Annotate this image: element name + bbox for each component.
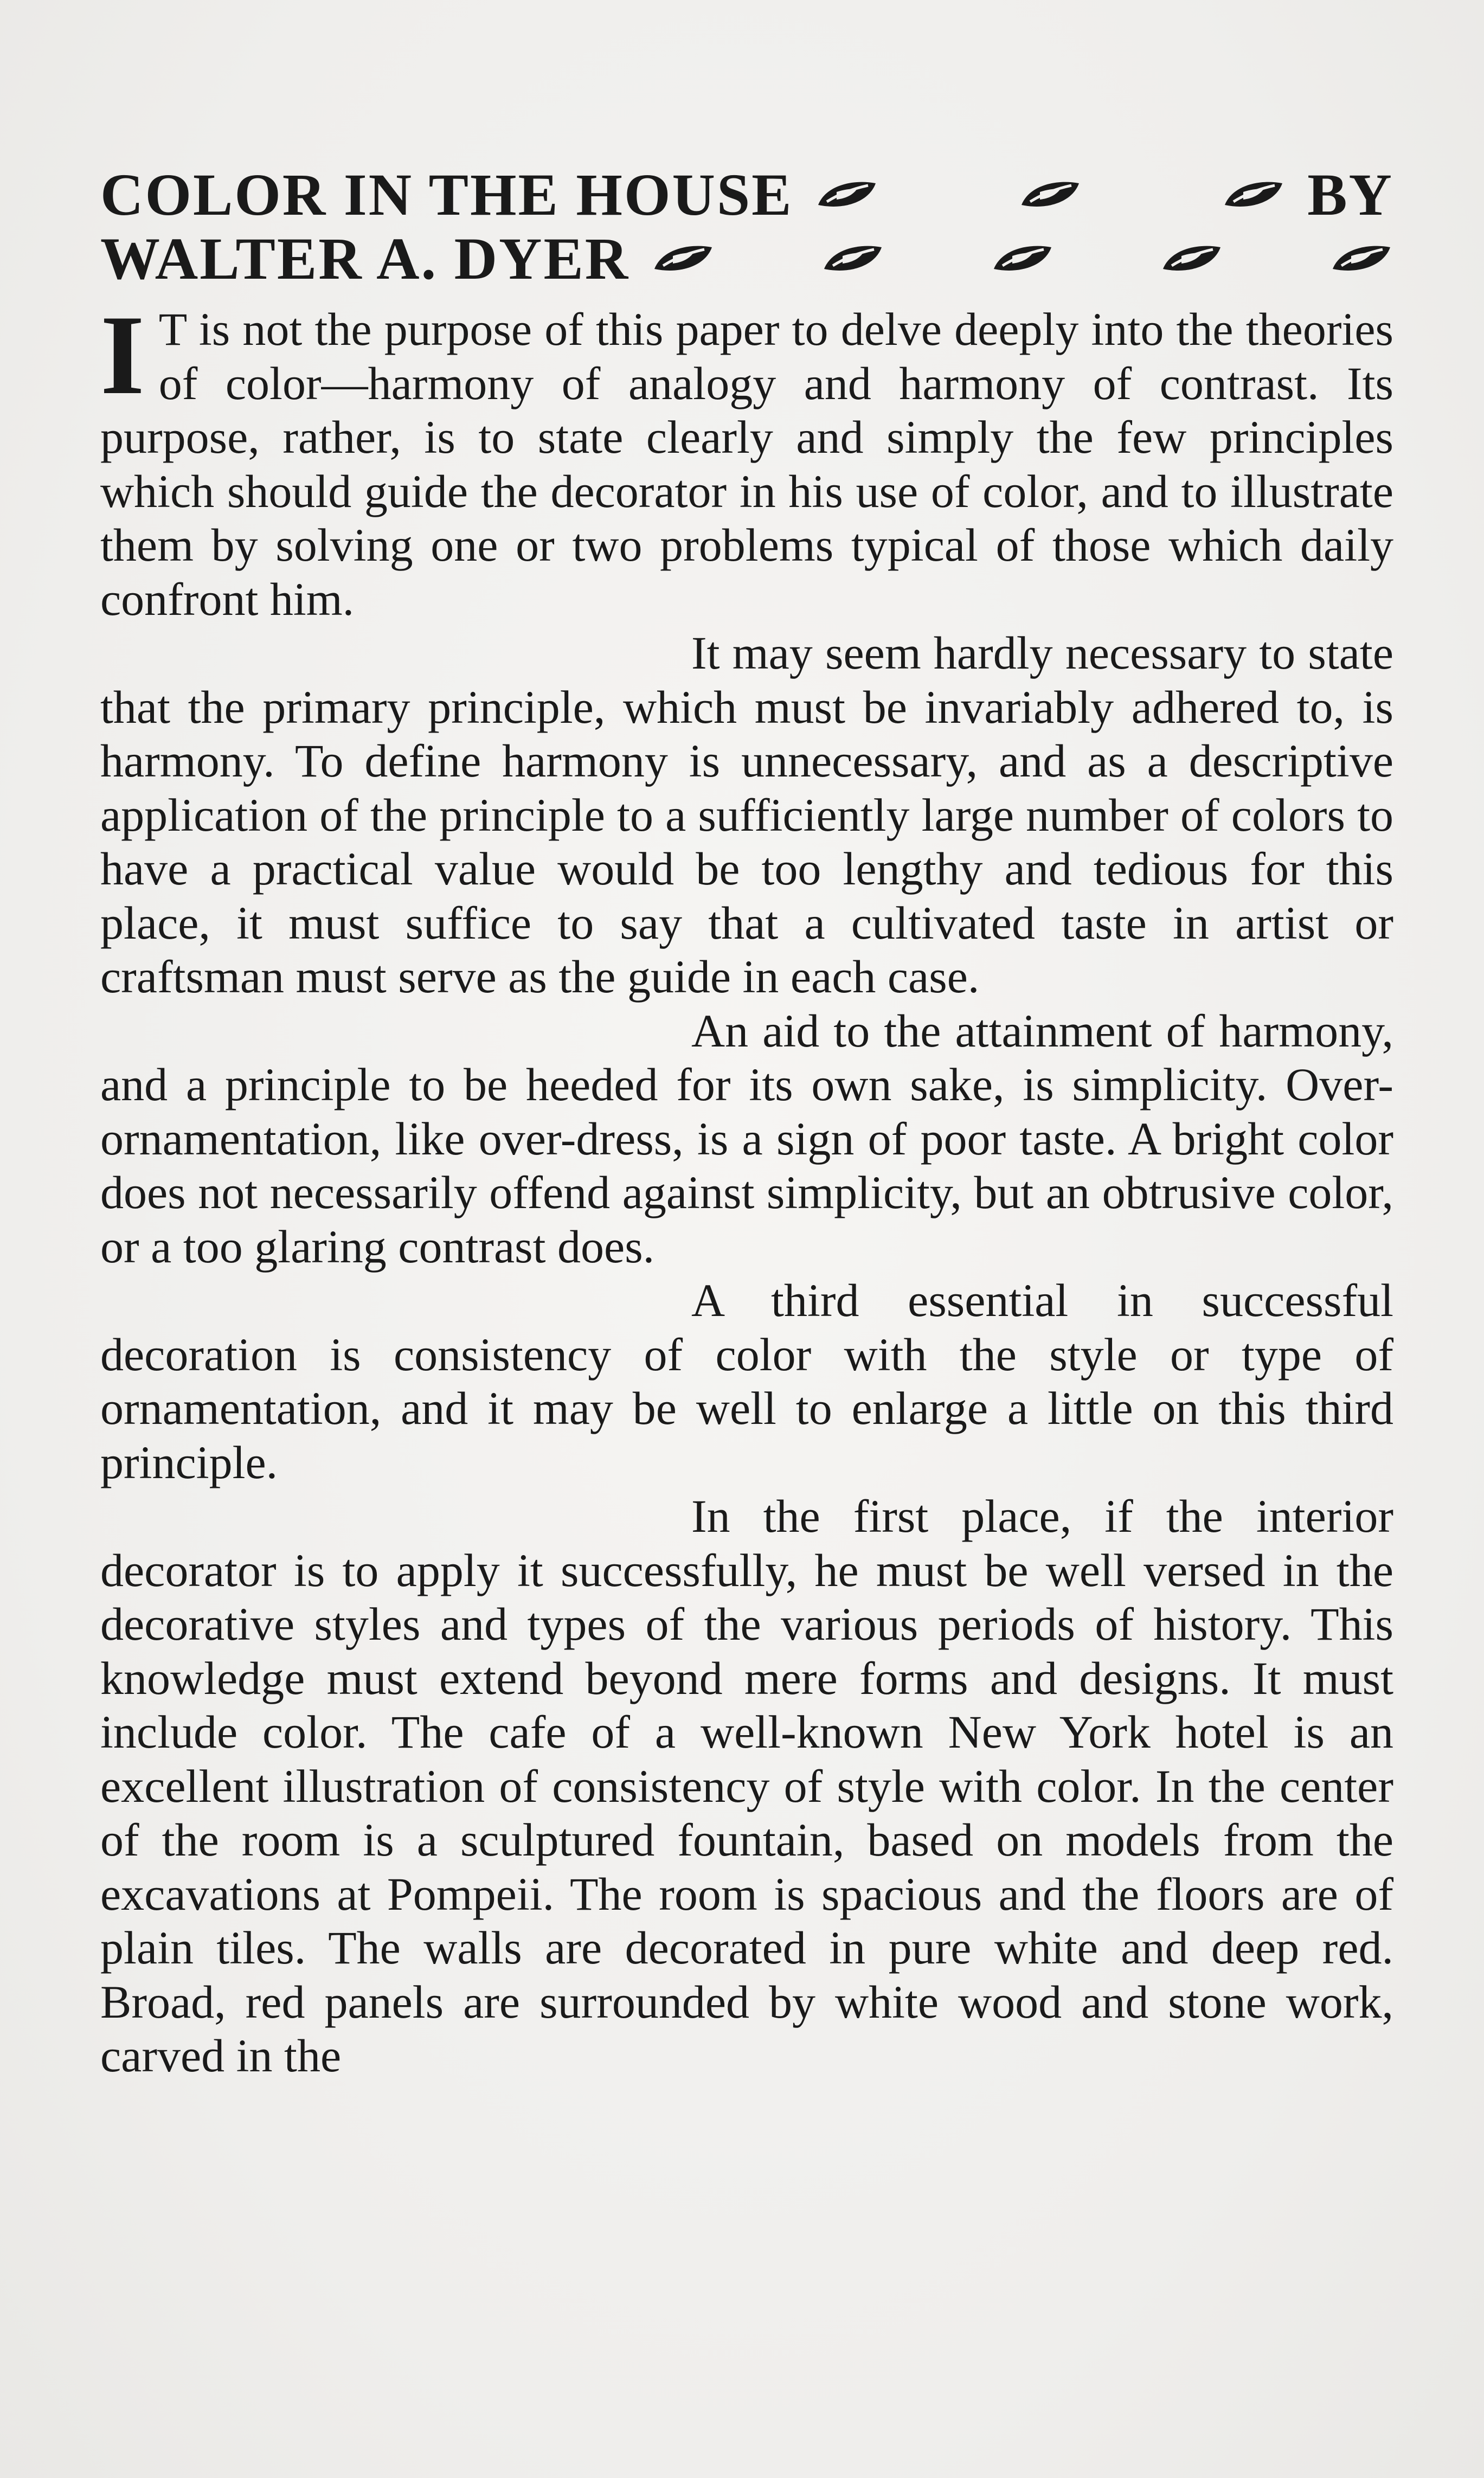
paragraph-2: It may seem hardly necessary to state that the primary principle, which must be invariably adhered to, is harmony. To define harmony is unnecessary, and as a descriptive application of the principle to a sufficiently large number of colors to have a practical value would be too lengthy and tedious for this place, it must suffice to say that a cultivated taste in artist or craftsman must serve as the guide in each case. [100,627,1393,1003]
leaf-ornament-icon [651,242,715,275]
leaf-ornament-icon [1222,178,1286,211]
paragraph-1 [100,292,1393,626]
leaf-ornament-icon [815,178,879,211]
article-title: COLOR IN THE HOUSE [100,162,793,228]
article-body [100,292,1393,2083]
paragraph-1-text: T is not the purpose of this paper to delve deeply into the theories of color—harmony of analogy and harmony of contrast. Its purpose, rather, is to state clearly and simply the few principles which should guide the decorator in his use of color, and to illustrate them by solving one or two problems typical of those which daily confront him. [100,303,1393,625]
text-column [100,163,1393,2083]
title-line-1 [100,163,1393,227]
leaf-ornament-icon [1329,242,1393,275]
leaf-ornament-icon [821,242,885,275]
article-author: WALTER A. DYER [100,226,630,292]
ornament-row-2 [651,242,1393,275]
leaf-ornament-icon [1018,178,1082,211]
drop-cap: I [100,292,145,418]
leaf-ornament-icon [991,242,1055,275]
leaf-ornament-icon [1160,242,1224,275]
title-line-2 [100,227,1393,291]
paragraph-5: In the first place, if the interior decorator is to apply it successfully, he must be well versed in the decorative styles and types of the various periods of history. This knowledge must extend beyond mere forms and designs. It must include color. The cafe of a well-known New York hotel is an excellent illustration of consistency of style with color. In the center of the room is a sculptured fountain, based on models from the excavations at Pompeii. The room is spacious and the floors are of plain tiles. The walls are decorated in pure white and deep red. Broad, red panels are surrounded by white wood and stone work, carved in the [100,1490,1393,2082]
paragraph-4: A third essential in successful decoration is consistency of color with the style or type of ornamentation, and it may be well to enlarge a little on this third principle. [100,1274,1393,1488]
paragraph-3: An aid to the attainment of harmony, and a principle to be heeded for its own sake, is simplicity. Over-ornamentation, like over-dress, is a sign of poor taste. A bright color does not necessarily offend against simplicity, but an obtrusive color, or a too glaring contrast does. [100,1004,1393,1273]
title-by: BY [1307,162,1393,228]
ornament-row-1 [815,178,1286,211]
